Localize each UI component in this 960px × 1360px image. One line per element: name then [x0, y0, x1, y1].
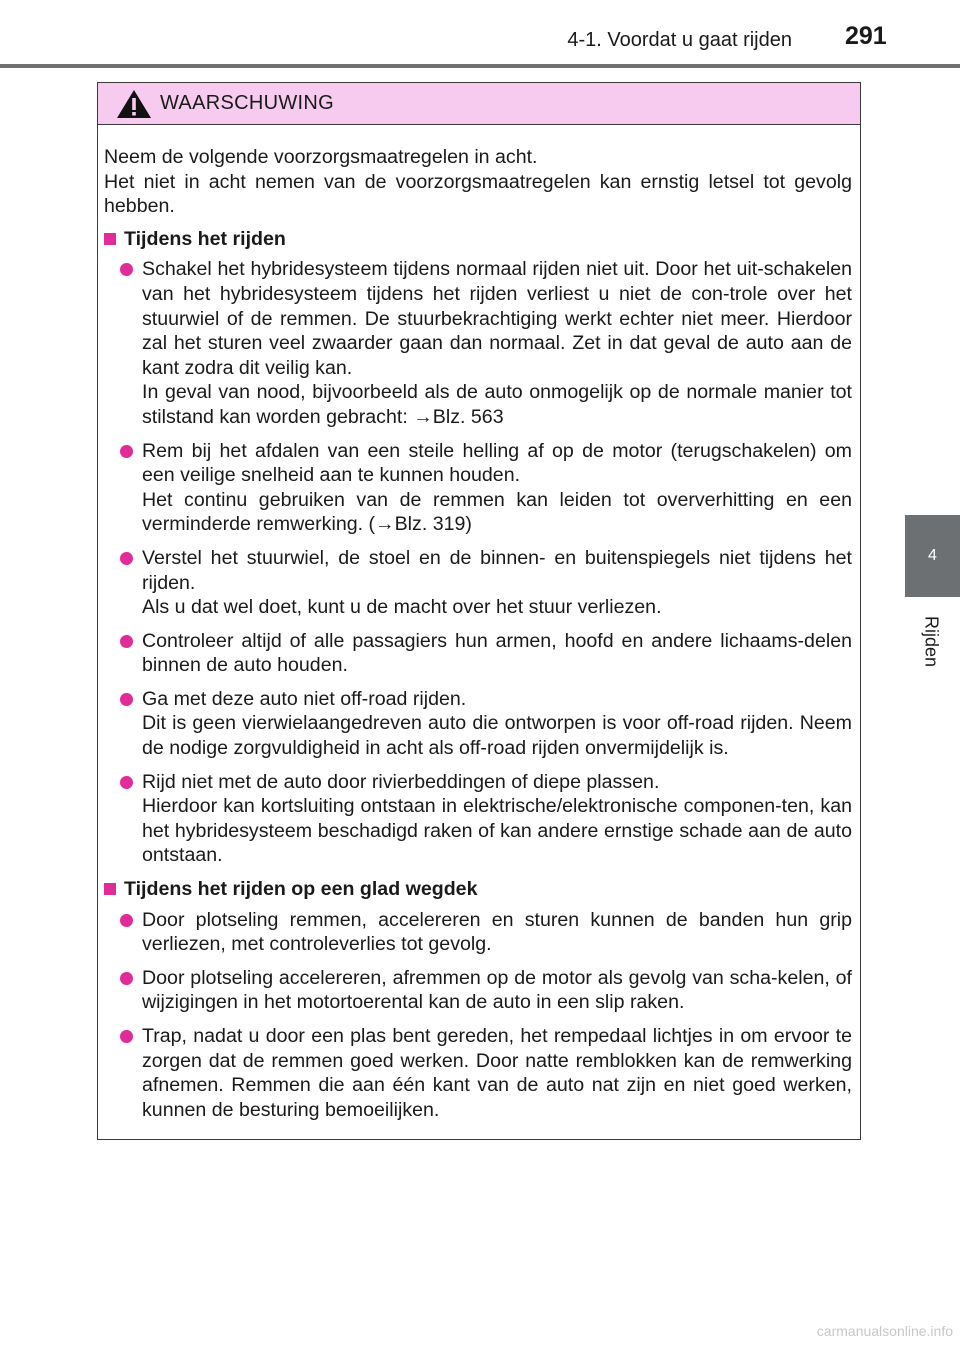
bullet-paragraph: Hierdoor kan kortsluiting ontstaan in elektrische/elektronische componen-ten, kan het hybridesysteem beschadigd raken of kan andere ernstige schade aan de auto ontstaan. [142, 795, 852, 867]
bullet-paragraph: Trap, nadat u door een plas bent gereden, het rempedaal lichtjes in om ervoor te zorgen dat de remmen goed werken. Door natte remblokken kan de remwerking afnemen. Remmen die aan één kant van de auto nat zijn en niet goed werken, kunnen de besturing bemoeilijken. [142, 1025, 852, 1121]
round-bullet-icon [120, 635, 133, 648]
warning-box [97, 82, 861, 1140]
round-bullet-icon [120, 972, 133, 985]
page-number: 291 [845, 22, 887, 50]
header-section-title: 4-1. Voordat u gaat rijden [567, 29, 792, 51]
bullet-paragraph: Verstel het stuurwiel, de stoel en de binnen- en buitenspiegels niet tijdens het rijden. [142, 546, 852, 594]
round-bullet-icon [120, 914, 133, 927]
round-bullet-icon [120, 263, 133, 276]
warning-bullet [104, 966, 852, 1015]
warning-bullet [104, 908, 852, 957]
square-bullet-icon [104, 883, 116, 895]
round-bullet-icon [120, 776, 133, 789]
warning-bullet [104, 629, 852, 678]
section-title [104, 877, 852, 902]
bullet-paragraph: Als u dat wel doet, kunt u de macht over het stuur verliezen. [142, 596, 662, 619]
round-bullet-icon [120, 552, 133, 565]
warning-bullet [104, 257, 852, 429]
warning-bullet [104, 546, 852, 620]
round-bullet-icon [120, 445, 133, 458]
chapter-label: Rijden [921, 616, 942, 668]
bullet-paragraph: Ga met deze auto niet off-road rijden. [142, 687, 467, 710]
warning-bullet [104, 1024, 852, 1122]
warning-bullet [104, 770, 852, 868]
intro-line: Het niet in acht nemen van de voorzorgsmaatregelen kan ernstig letsel tot gevolg hebben. [104, 170, 852, 218]
section-title [104, 227, 852, 252]
round-bullet-icon [120, 1030, 133, 1043]
header-rule [0, 64, 960, 68]
bullet-paragraph: Rem bij het afdalen van een steile helling af op de motor (terugschakelen) om een veilige snelheid aan te kunnen houden. [142, 439, 852, 487]
bullet-paragraph: Rijd niet met de auto door rivierbeddingen of diepe plassen. [142, 770, 660, 793]
bullet-paragraph: Het continu gebruiken van de remmen kan leiden tot oververhitting en een verminderde remwerking. (→Blz. 319) [142, 488, 852, 536]
warning-body [98, 125, 860, 1122]
bullet-paragraph: Door plotseling accelereren, afremmen op de motor als gevolg van scha-kelen, of wijzigingen in het motortoerental kan de auto in een slip raken. [142, 966, 852, 1014]
square-bullet-icon [104, 233, 116, 245]
warning-triangle-icon [116, 89, 152, 119]
section-title-text: Tijdens het rijden op een glad wegdek [124, 878, 478, 901]
bullet-paragraph: Controleer altijd of alle passagiers hun armen, hoofd en andere lichaams-delen binnen de auto houden. [142, 629, 852, 677]
warning-bullet [104, 439, 852, 537]
warning-header [98, 83, 860, 125]
bullet-paragraph: Dit is geen vierwielaangedreven auto die ontworpen is voor off-road rijden. Neem de nodige zorgvuldigheid in acht als off-road rijden onvermijdelijk is. [142, 712, 852, 760]
intro-line: Neem de volgende voorzorgsmaatregelen in acht. [104, 146, 538, 168]
bullet-paragraph: Schakel het hybridesysteem tijdens normaal rijden niet uit. Door het uit-schakelen van het hybridesysteem tijdens het rijden verliest u niet de con-trole over het stuurwiel of de remmen. De stuurbekrachtiging werkt echter niet meer. Hierdoor zal het sturen veel zwaarder gaan dan normaal. Zet in dat geval de auto aan de kant zodra dit veilig kan. [142, 258, 852, 379]
watermark: carmanualsonline.info [816, 1323, 953, 1339]
bullet-paragraph: Door plotseling remmen, accelereren en sturen kunnen de banden hun grip verliezen, met controleverlies tot gevolg. [142, 908, 852, 956]
section-title-text: Tijdens het rijden [124, 227, 286, 250]
round-bullet-icon [120, 693, 133, 706]
warning-intro [104, 145, 852, 219]
bullet-paragraph: In geval van nood, bijvoorbeeld als de auto onmogelijk op de normale manier tot stilstand kan worden gebracht: →Blz. 563 [142, 381, 852, 428]
chapter-tab[interactable] [905, 515, 960, 597]
warning-title: WAARSCHUWING [160, 92, 334, 114]
chapter-number: 4 [928, 547, 937, 564]
warning-bullet [104, 687, 852, 761]
